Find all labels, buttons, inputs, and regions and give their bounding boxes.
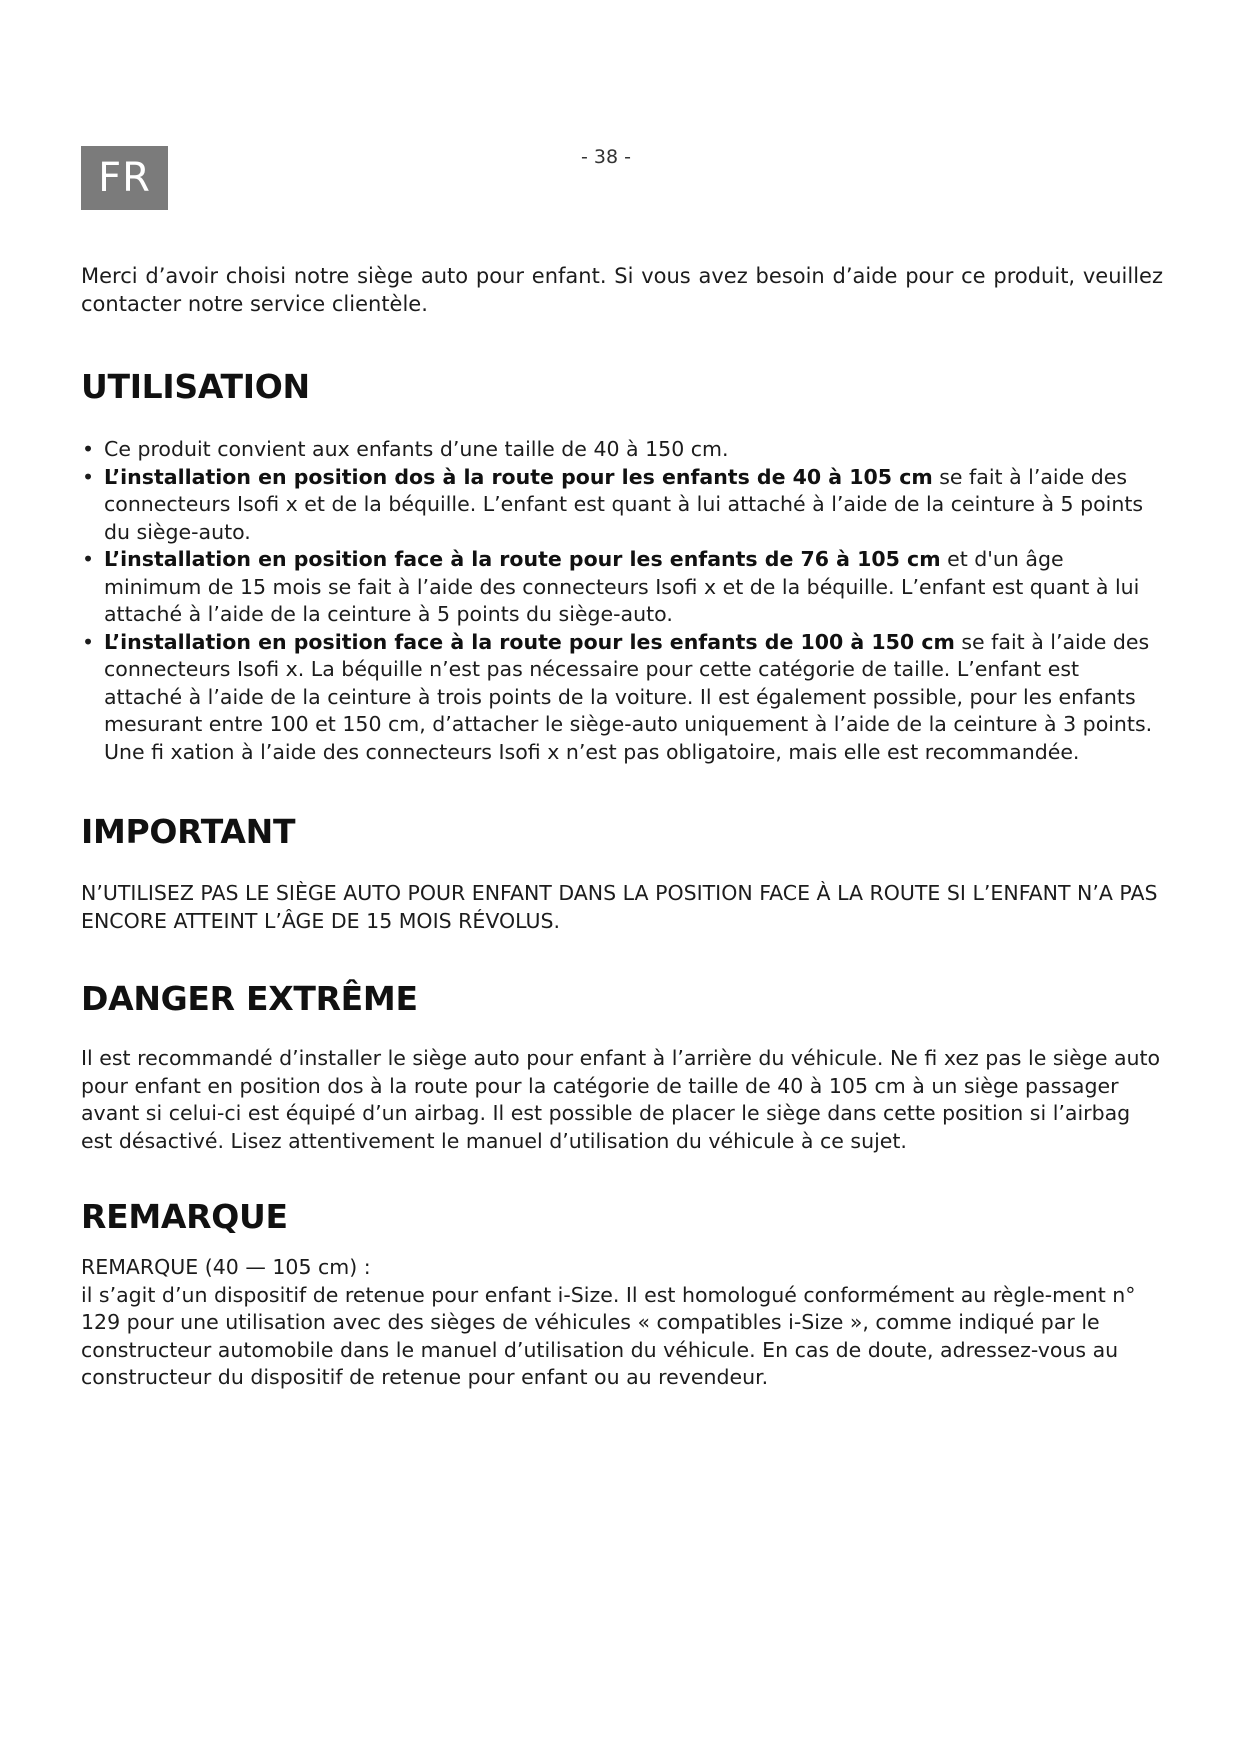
bullet-icon: • bbox=[82, 437, 95, 461]
important-text: N’UTILISEZ PAS LE SIÈGE AUTO POUR ENFANT DANS LA POSITION FACE À LA ROUTE SI L’ENFANT N’A PAS ENCORE ATTEINT L’ÂGE DE 15 MOIS RÉVOLUS. bbox=[81, 881, 1158, 933]
bullet-icon: • bbox=[82, 547, 95, 571]
list-item bbox=[81, 546, 1163, 629]
page-content bbox=[81, 262, 1163, 1392]
list-item bbox=[81, 629, 1163, 767]
section-utilisation bbox=[81, 367, 1163, 766]
heading-important: IMPORTANT bbox=[81, 812, 296, 851]
bullet-icon: • bbox=[82, 629, 95, 654]
danger-text: Il est recommandé d’installer le siège auto pour enfant à l’arrière du véhicule. Ne fi xez pas le siège auto pour enfant en position dos à la route pour la catégorie de taille de 40 à 105 cm à un siège passager avant si celui-ci est équipé d’un airbag. Il est possible de placer le siège dans cette position si l’airbag est désactivé. Lisez attentivement le manuel d’utilisation du véhicule à ce sujet. bbox=[81, 1046, 1161, 1153]
remarque-text: il s’agit d’un dispositif de retenue pour enfant i-Size. Il est homologué conformément au règle-ment n° 129 pour une utilisation avec des sièges de véhicules « compatibles i-Size », comme indiqué par le constructeur automobile dans le manuel d’utilisation du véhicule. En cas de doute, adressez-vous au constructeur du dispositif de retenue pour enfant ou au revendeur. bbox=[81, 1282, 1136, 1389]
language-badge: FR bbox=[81, 146, 168, 210]
list-item-bold: L’installation en position dos à la route pour les enfants de 40 à 105 cm bbox=[104, 464, 933, 489]
section-danger bbox=[81, 979, 1163, 1155]
section-important bbox=[81, 812, 1163, 935]
utilisation-list bbox=[81, 436, 1163, 766]
list-item bbox=[81, 464, 1163, 547]
heading-danger: DANGER EXTRÊME bbox=[81, 979, 418, 1018]
list-item-text: se fait à l’aide des connecteurs Isofi x. La béquille n’est pas nécessaire pour cette catégorie de taille. L’enfant est attaché à l’aide de la ceinture à trois points de la voiture. Il est également possible, pour les enfants mesurant entre 100 et 150 cm, d’attacher le siège-auto uniquement à l’aide de la ceinture à 3 points. Une fi xation à l’aide des connecteurs Isofi x n’est pas obligatoire, mais elle est recommandée. bbox=[104, 629, 1153, 764]
heading-remarque: REMARQUE bbox=[81, 1197, 288, 1236]
bullet-icon: • bbox=[82, 464, 95, 489]
list-item-text: Ce produit convient aux enfants d’une taille de 40 à 150 cm. bbox=[104, 437, 729, 461]
list-item-text: et d'un âge minimum de 15 mois se fait à l’aide des connecteurs Isofi x et de la béquille. L’enfant est quant à lui attaché à l’aide de la ceinture à 5 points du siège-auto. bbox=[104, 547, 1140, 626]
list-item-bold: L’installation en position face à la route pour les enfants de 76 à 105 cm bbox=[104, 547, 941, 571]
list-item-text: se fait à l’aide des connecteurs Isofi x et de la béquille. L’enfant est quant à lui attaché à l’aide de la ceinture à 5 points du siège-auto. bbox=[104, 464, 1144, 544]
list-item bbox=[81, 436, 1163, 464]
list-item-bold: L’installation en position face à la route pour les enfants de 100 à 150 cm bbox=[104, 629, 955, 654]
section-remarque bbox=[81, 1197, 1163, 1392]
heading-utilisation: UTILISATION bbox=[81, 367, 310, 406]
intro-paragraph: Merci d’avoir choisi notre siège auto pour enfant. Si vous avez besoin d’aide pour ce produit, veuillez contacter notre service clientèle. bbox=[81, 264, 1163, 316]
page-number: - 38 - bbox=[581, 146, 631, 168]
remarque-subtitle: REMARQUE (40 — 105 cm) : bbox=[81, 1255, 371, 1279]
